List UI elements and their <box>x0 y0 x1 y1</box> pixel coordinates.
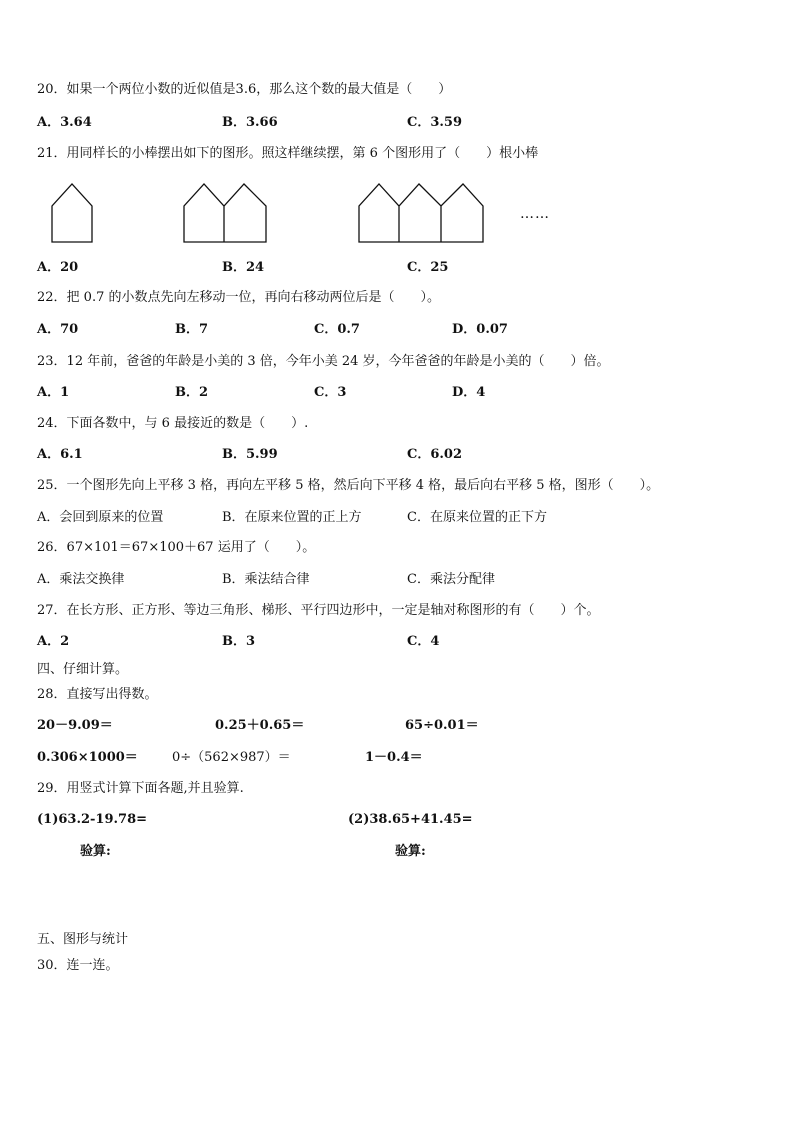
q29-item-2: (2)38.65+41.45= <box>348 812 473 827</box>
house-figure-1 <box>50 182 96 244</box>
q23-option-a[interactable]: A．1 <box>37 385 70 400</box>
continuation-ellipsis: …… <box>520 206 550 222</box>
house-figure-2 <box>182 182 272 244</box>
q28-expr-6: 1－0.4＝ <box>365 750 423 765</box>
q29-item-1: (1)63.2-19.78= <box>37 812 148 827</box>
q21-option-c[interactable]: C．25 <box>407 260 449 275</box>
q22-stem: 22．把 0.7 的小数点先向左移动一位，再向右移动两位后是（ ）。 <box>37 290 440 305</box>
q22-option-b[interactable]: B．7 <box>175 322 209 337</box>
q27-stem: 27．在长方形、正方形、等边三角形、梯形、平行四边形中，一定是轴对称图形的有（ ）个。 <box>37 603 600 618</box>
q30-stem: 30．连一连。 <box>37 958 119 973</box>
q28-expr-5: 0÷（562×987）＝ <box>172 750 291 765</box>
q26-option-a[interactable]: A．乘法交换律 <box>37 572 125 587</box>
q28-expr-3: 65÷0.01＝ <box>405 718 479 733</box>
q24-option-c[interactable]: C．6.02 <box>407 447 463 462</box>
q25-stem: 25．一个图形先向上平移 3 格，再向左平移 5 格，然后向下平移 4 格，最后向右平移 5 格，图形（ ）。 <box>37 478 660 493</box>
q24-option-b[interactable]: B．5.99 <box>222 447 278 462</box>
q20-option-c[interactable]: C．3.59 <box>407 115 463 130</box>
q22-option-c[interactable]: C．0.7 <box>314 322 360 337</box>
q28-expr-2: 0.25＋0.65＝ <box>215 718 305 733</box>
q24-stem: 24．下面各数中，与 6 最接近的数是（ ）. <box>37 416 309 431</box>
q23-option-b[interactable]: B．2 <box>175 385 209 400</box>
q23-option-c[interactable]: C．3 <box>314 385 347 400</box>
q22-option-a[interactable]: A．70 <box>37 322 79 337</box>
q20-stem: 20．如果一个两位小数的近似值是3.6，那么这个数的最大值是（ ） <box>37 82 452 97</box>
section-4-heading: 四、仔细计算。 <box>37 662 129 677</box>
q21-stem: 21．用同样长的小棒摆出如下的图形。照这样继续摆，第 6 个图形用了（ ）根小棒 <box>37 146 539 161</box>
q23-stem: 23．12 年前，爸爸的年龄是小美的 3 倍，今年小美 24 岁，今年爸爸的年龄是小美的（ ）倍。 <box>37 354 610 369</box>
q27-option-b[interactable]: B．3 <box>222 634 256 649</box>
q29-stem: 29．用竖式计算下面各题,并且验算. <box>37 781 244 796</box>
q21-option-b[interactable]: B．24 <box>222 260 265 275</box>
q27-option-c[interactable]: C．4 <box>407 634 440 649</box>
house-figure-3 <box>357 182 487 244</box>
q26-stem: 26．67×101＝67×100＋67 运用了（ ）。 <box>37 540 316 555</box>
q25-option-c[interactable]: C．在原来位置的正下方 <box>407 510 547 525</box>
q24-option-a[interactable]: A．6.1 <box>37 447 83 462</box>
q20-option-a[interactable]: A．3.64 <box>37 115 92 130</box>
section-5-heading: 五、图形与统计 <box>37 932 129 947</box>
q29-check-label-2: 验算: <box>395 844 426 859</box>
q26-option-c[interactable]: C．乘法分配律 <box>407 572 495 587</box>
q26-option-b[interactable]: B．乘法结合律 <box>222 572 310 587</box>
q29-check-label-1: 验算: <box>80 844 111 859</box>
q22-option-d[interactable]: D．0.07 <box>452 322 508 337</box>
q25-option-b[interactable]: B．在原来位置的正上方 <box>222 510 362 525</box>
q28-stem: 28．直接写出得数。 <box>37 687 158 702</box>
q25-option-a[interactable]: A．会回到原来的位置 <box>37 510 164 525</box>
q27-option-a[interactable]: A．2 <box>37 634 70 649</box>
q20-option-b[interactable]: B．3.66 <box>222 115 278 130</box>
q21-option-a[interactable]: A．20 <box>37 260 79 275</box>
q28-expr-1: 20－9.09＝ <box>37 718 113 733</box>
q23-option-d[interactable]: D．4 <box>452 385 486 400</box>
q28-expr-4: 0.306×1000＝ <box>37 750 138 765</box>
